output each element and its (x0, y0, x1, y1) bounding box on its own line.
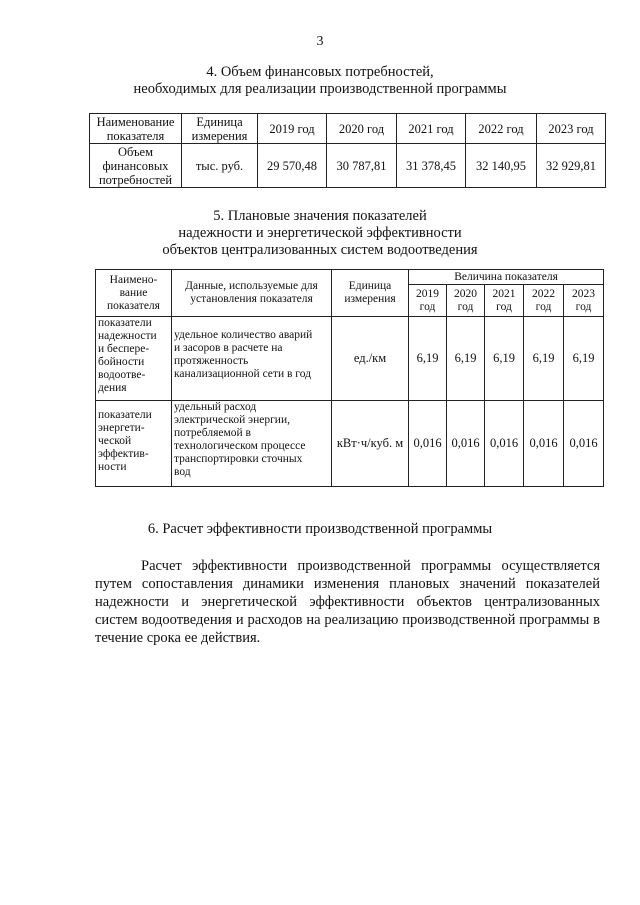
row-data-cell: удельное количество аварий и засоров в расчете на протяженность канализационной сети в год (172, 317, 332, 401)
section-6-paragraph (95, 557, 600, 647)
row-value-cell: 6,19 (485, 317, 524, 401)
row-value-cell: 6,19 (524, 317, 564, 401)
section-5-title-line: объектов централизованных систем водоотведения (162, 242, 478, 258)
header-cell-year: 2020 год (447, 285, 485, 317)
row-name-cell: показатели надежности и беспере- бойности водоотве- дения (96, 317, 172, 401)
section-4-title-line: необходимых для реализации производственной программы (133, 81, 507, 97)
table-header-row (96, 270, 604, 285)
row-value-cell: 31 378,45 (397, 144, 466, 188)
header-cell-data: Данные, используемые для установления показателя (172, 270, 332, 317)
header-cell-year: 2020 год (327, 114, 397, 144)
section-4-title (0, 64, 640, 98)
row-value-cell: 0,016 (409, 401, 447, 487)
table-row (90, 144, 606, 188)
section-5-title (0, 208, 640, 259)
row-value-cell: 0,016 (447, 401, 485, 487)
row-name-cell: показатели энергети- ческой эффектив- ности (96, 401, 172, 487)
row-value-cell: 32 929,81 (537, 144, 606, 188)
row-unit-cell: тыс. руб. (182, 144, 258, 188)
header-cell-name: Наимено- вание показателя (96, 270, 172, 317)
row-value-cell: 29 570,48 (258, 144, 327, 188)
table-row (96, 401, 604, 487)
row-value-cell: 0,016 (524, 401, 564, 487)
header-cell-name: Наименование показателя (90, 114, 182, 144)
table-row (96, 317, 604, 401)
header-cell-year: 2022 год (524, 285, 564, 317)
header-cell-group: Величина показателя (409, 270, 604, 285)
section-4-title-line: 4. Объем финансовых потребностей, (206, 64, 434, 80)
row-value-cell: 6,19 (564, 317, 604, 401)
header-cell-year: 2019 год (258, 114, 327, 144)
header-cell-year: 2023 год (564, 285, 604, 317)
row-value-cell: 0,016 (564, 401, 604, 487)
indicators-table (95, 269, 604, 487)
header-cell-year: 2021 год (485, 285, 524, 317)
header-cell-year: 2021 год (397, 114, 466, 144)
header-cell-unit: Единица измерения (332, 270, 409, 317)
row-unit-cell: кВт·ч/куб. м (332, 401, 409, 487)
row-name-cell: Объем финансовых потребностей (90, 144, 182, 188)
section-5-title-line: надежности и энергетической эффективности (178, 225, 462, 241)
section-6-title (0, 521, 640, 538)
header-cell-year: 2023 год (537, 114, 606, 144)
table-header-row (90, 114, 606, 144)
row-value-cell: 32 140,95 (466, 144, 537, 188)
header-cell-year: 2022 год (466, 114, 537, 144)
row-value-cell: 30 787,81 (327, 144, 397, 188)
row-value-cell: 6,19 (409, 317, 447, 401)
financial-needs-table (89, 113, 606, 188)
paragraph-text: Расчет эффективности производственной программы осуществляется путем сопоставления динамики изменения плановых значений показателей надежности и энергетической эффективности объектов централизованных систем водоотведения и расходов на реализацию производственной программы в течение срока ее действия. (95, 558, 600, 646)
row-unit-cell: ед./км (332, 317, 409, 401)
row-data-cell: удельный расход электрической энергии, потребляемой в технологическом процессе транспортировки сточных вод (172, 401, 332, 487)
header-cell-year: 2019 год (409, 285, 447, 317)
section-6-title-text: 6. Расчет эффективности производственной программы (147, 521, 493, 537)
header-cell-unit: Единица измерения (182, 114, 258, 144)
page-number: 3 (316, 34, 324, 49)
row-value-cell: 6,19 (447, 317, 485, 401)
row-value-cell: 0,016 (485, 401, 524, 487)
section-5-title-line: 5. Плановые значения показателей (213, 208, 427, 224)
